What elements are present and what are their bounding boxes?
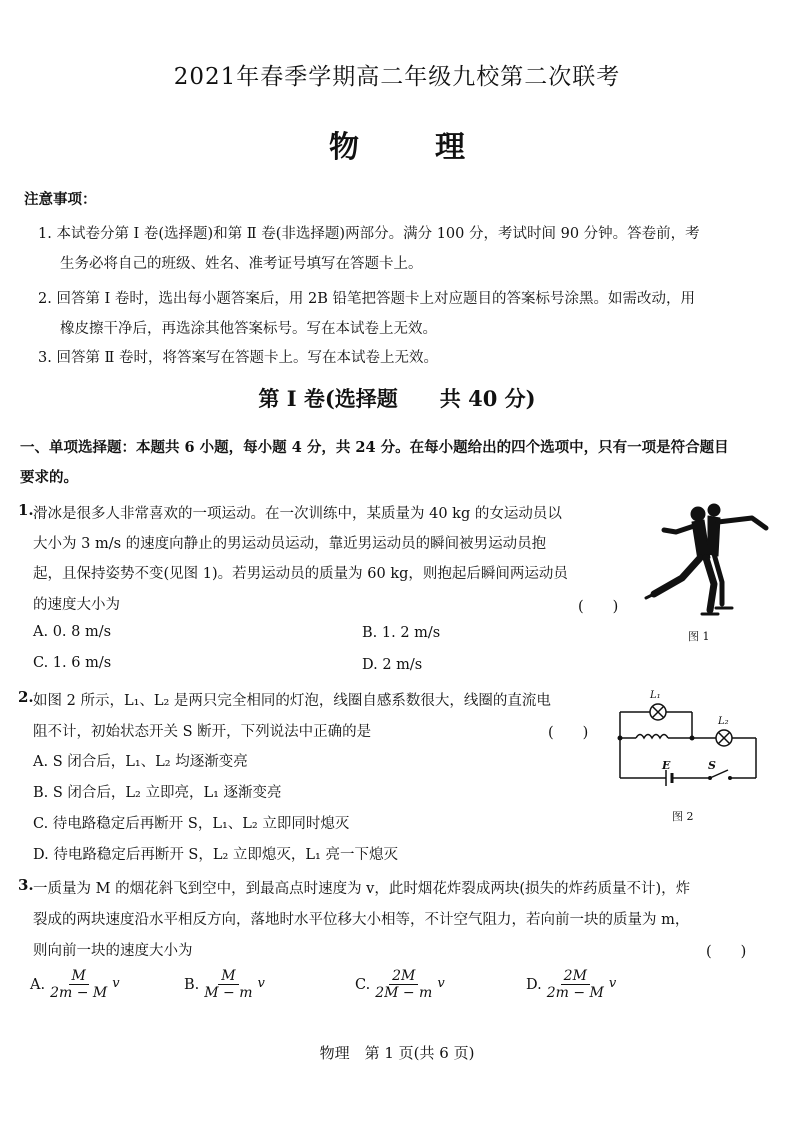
figure-1-caption: 图 1 — [688, 630, 710, 643]
q3-option-b-fraction — [201, 968, 255, 1002]
q3-option-b-denominator: M − m — [204, 985, 253, 1001]
q3-option-b-numerator: M — [218, 968, 238, 985]
notice-line-4: 橡皮擦干净后，再选涂其他答案标号。写在本试卷上无效。 — [60, 321, 437, 337]
notice-line-2: 生务必将自己的班级、姓名、准考证号填写在答题卡上。 — [60, 256, 423, 272]
q2-answer-bracket: ( ) — [548, 725, 589, 741]
page-footer: 物理 第 1 页(共 6 页) — [319, 1044, 475, 1062]
q3-option-d-numerator: 2M — [561, 968, 590, 985]
section-intro-2: 要求的。 — [20, 469, 78, 486]
q3-option-c-v: v — [437, 976, 445, 991]
q3-option-c-numerator: 2M — [389, 968, 418, 985]
q3-option-d-fraction — [544, 968, 607, 1002]
q2-option-c: C. 待电路稳定后再断开 S，L₁、L₂ 立即同时熄灭 — [33, 816, 350, 832]
q1-option-d: D. 2 m/s — [362, 657, 423, 673]
circuit-label-l2: L₂ — [718, 716, 729, 727]
q3-option-a-fraction — [47, 968, 110, 1002]
q3-number: 3. — [18, 876, 34, 894]
q3-option-d-letter: D. — [526, 977, 542, 993]
q3-option-b-v: v — [257, 976, 265, 991]
q3-option-a-denominator: 2m − M — [50, 985, 108, 1001]
subject-title — [0, 122, 794, 166]
q3-option-d-v: v — [608, 976, 617, 991]
q3-line-3: 则向前一块的速度大小为 — [33, 943, 193, 959]
q2-option-b: B. S 闭合后，L₂ 立即亮，L₁ 逐渐变亮 — [33, 785, 282, 801]
notice-line-5: 3. 回答第 Ⅱ 卷时，将答案写在答题卡上。写在本试卷上无效。 — [38, 350, 439, 366]
q3-option-a-v: v — [112, 976, 120, 991]
q3-option-a-letter: A. — [30, 977, 46, 993]
q1-number: 1. — [18, 501, 34, 519]
circuit-label-l1: L₁ — [650, 690, 661, 701]
q2-option-d: D. 待电路稳定后再断开 S，L₂ 立即熄灭，L₁ 亮一下熄灭 — [33, 847, 398, 863]
q1-option-c: C. 1. 6 m/s — [33, 655, 112, 671]
notice-line-1: 1. 本试卷分第 Ⅰ 卷(选择题)和第 Ⅱ 卷(非选择题)两部分。满分 100 分，考试时间 90 分钟。答卷前，考 — [38, 226, 700, 242]
q3-option-c-letter: C. — [355, 977, 371, 993]
section-title: 第 Ⅰ 卷(选择题 共 40 分) — [258, 386, 536, 411]
subject-char-2: 理 — [435, 130, 465, 165]
circuit-label-e: E — [662, 759, 671, 772]
q3-option-a — [30, 968, 120, 1002]
q2-option-a: A. S 闭合后，L₁、L₂ 均逐渐变亮 — [33, 754, 248, 770]
q3-option-c — [355, 968, 445, 1002]
notice-line-3: 2. 回答第 Ⅰ 卷时，选出每小题答案后，用 2B 铅笔把答题卡上对应题目的答案标号涂黑。如需改动，用 — [38, 291, 695, 307]
exam-title: 2021年春季学期高二年级九校第二次联考 — [173, 64, 621, 90]
q1-line-2: 大小为 3 m/s 的速度向静止的男运动员运动，靠近男运动员的瞬间被男运动员抱 — [33, 536, 547, 552]
q1-option-b: B. 1. 2 m/s — [362, 625, 441, 641]
q3-option-c-fraction — [372, 968, 435, 1002]
q3-option-b-letter: B. — [184, 977, 200, 993]
q3-option-d-denominator: 2m − M — [546, 985, 604, 1001]
q3-option-d — [526, 968, 616, 1002]
q3-option-a-numerator: M — [69, 968, 89, 985]
q3-option-c-denominator: 2M − m — [375, 985, 433, 1001]
q2-line-2: 阻不计，初始状态开关 S 断开，下列说法中正确的是 — [33, 724, 372, 740]
section-intro-1: 一、单项选择题：本题共 6 小题，每小题 4 分，共 24 分。在每小题给出的四个选项中，只有一项是符合题目 — [20, 439, 729, 456]
q1-option-a: A. 0. 8 m/s — [33, 624, 112, 640]
q3-option-b — [184, 968, 265, 1002]
figure-2-circuit-diagram — [612, 686, 762, 786]
q1-answer-bracket: ( ) — [578, 599, 619, 615]
q1-line-3: 起，且保持姿势不变(见图 1)。若男运动员的质量为 60 kg，则抱起后瞬间两运动员 — [33, 566, 568, 582]
q3-line-1: 一质量为 M 的烟花斜飞到空中，到最高点时速度为 v，此时烟花炸裂成两块(损失的炸药质量不计)，炸 — [33, 881, 691, 897]
figure-2-caption: 图 2 — [672, 810, 694, 823]
circuit-label-s: S — [708, 759, 716, 772]
q3-answer-bracket: ( ) — [706, 944, 747, 960]
q2-number: 2. — [18, 688, 34, 706]
q2-line-1: 如图 2 所示，L₁、L₂ 是两只完全相同的灯泡，线圈自感系数很大，线圈的直流电 — [33, 693, 551, 709]
figure-1-skaters-image — [640, 498, 770, 620]
notice-heading: 注意事项： — [24, 191, 97, 208]
q1-line-4: 的速度大小为 — [33, 597, 120, 613]
q3-line-2: 裂成的两块速度沿水平相反方向，落地时水平位移大小相等，不计空气阻力，若向前一块的质量为 m， — [33, 912, 690, 928]
q1-line-1: 滑冰是很多人非常喜欢的一项运动。在一次训练中，某质量为 40 kg 的女运动员以 — [33, 506, 562, 522]
subject-char-1: 物 — [329, 130, 359, 165]
